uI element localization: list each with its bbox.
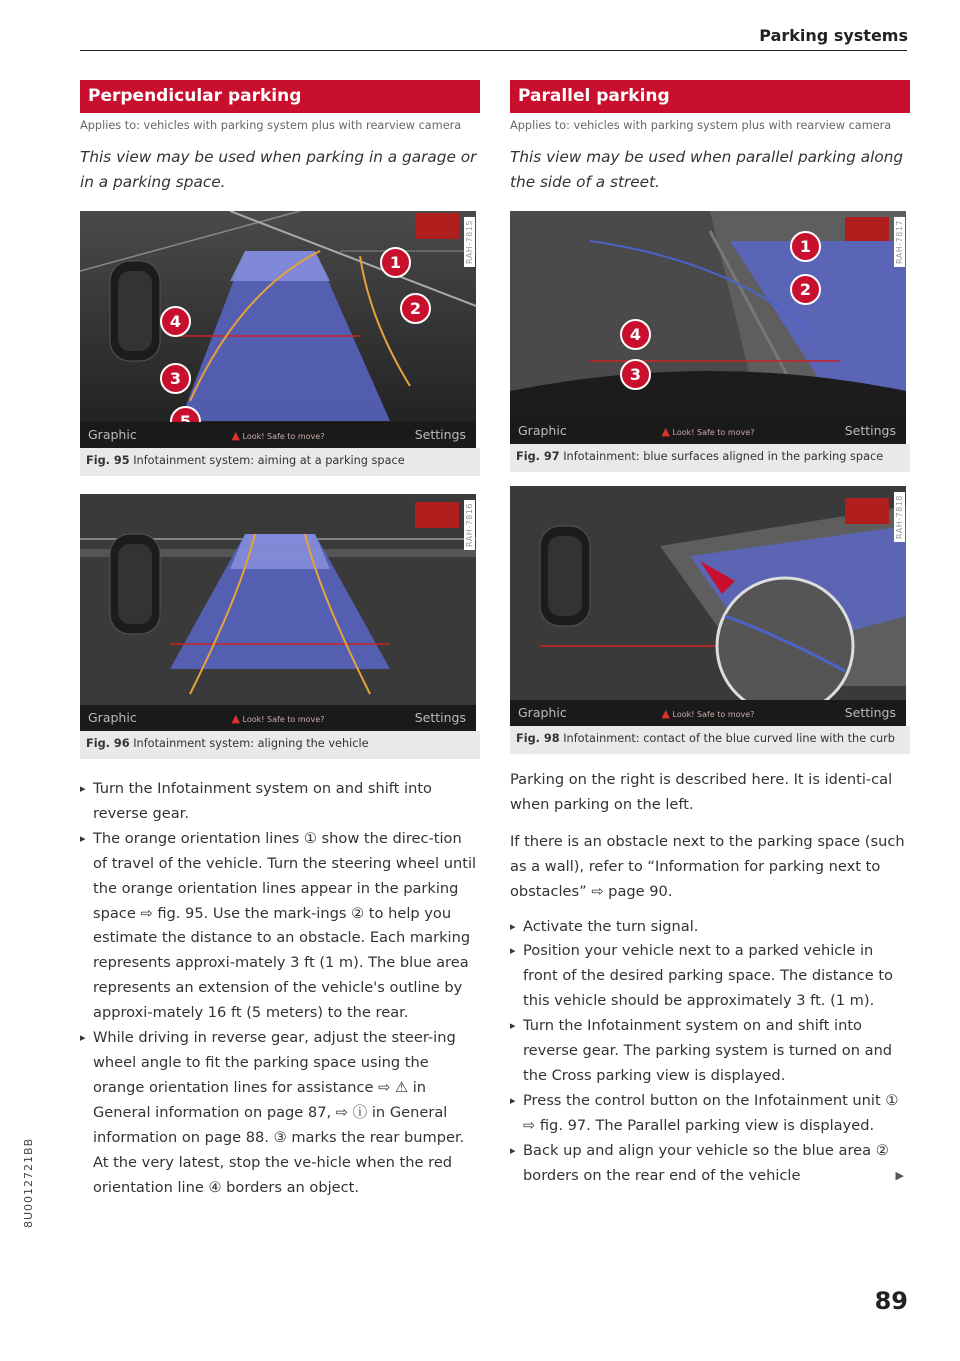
intro-text: This view may be used when parallel parking along the side of a street.: [510, 148, 904, 191]
screenshot-fig96: [80, 494, 476, 731]
list-item: ▸ Turn the Infotainment system on and shift into reverse gear.: [80, 777, 480, 827]
right-column: [510, 80, 910, 1189]
figure-96: [80, 494, 480, 759]
instruction-list: [510, 915, 910, 1189]
screen-status-bar: [510, 418, 906, 444]
graphic-label: Graphic: [518, 705, 567, 720]
list-item: ▸ While driving in reverse gear, adjust the steer-ing wheel angle to fit the parking space using the orange orientation lines for assistance ⇨ ⚠ in General information on page 87, ⇨ ⓘ in General information on page 88. ③ marks the rear bumper. At the very latest, stop the ve-hicle when the red orientation line ④ borders an object.: [80, 1026, 480, 1200]
warning-icon: ▲: [661, 425, 670, 438]
warning-icon: ▲: [231, 429, 240, 442]
graphic-label: Graphic: [88, 427, 137, 442]
applies-note: Applies to: vehicles with parking system plus with rearview camera: [510, 119, 892, 132]
screenshot-fig97: [510, 211, 906, 444]
paragraph: Parking on the right is described here. It is identi-cal when parking on the left.: [510, 771, 893, 813]
section-title-perpendicular: Perpendicular parking: [80, 80, 480, 113]
callout-4: 4: [620, 319, 651, 350]
callout-3: 3: [160, 363, 191, 394]
callout-1: 1: [380, 247, 411, 278]
list-item: ▸ Activate the turn signal.: [510, 915, 910, 940]
header-rule: [80, 50, 907, 51]
page-number: 89: [874, 1287, 908, 1315]
screen-status-bar: [80, 705, 476, 731]
running-head: Parking systems: [759, 26, 908, 45]
intro-text: This view may be used when parking in a garage or in a parking space.: [80, 148, 477, 191]
caption-fig98: Fig. 98 Infotainment: contact of the blue curved line with the curb: [510, 726, 910, 754]
screenshot-fig95: [80, 211, 476, 448]
caption-fig96: Fig. 96 Infotainment system: aligning the vehicle: [80, 731, 480, 759]
caption-fig95: Fig. 95 Infotainment system: aiming at a parking space: [80, 448, 480, 476]
instruction-list: [80, 777, 480, 1200]
figure-code: RAH-7816: [464, 500, 475, 550]
list-item: ▸ The orange orientation lines ① show the direc-tion of travel of the vehicle. Turn the steering wheel until the orange orientation lines appear in the parking space ⇨ fig. 95. Use the mark-ings ② to help you estimate the distance to an obstacle. Each marking represents approxi-mately 3 ft (1 m). The blue area represents an extension of the vehicle's outline by approxi-mately 16 ft (5 meters) to the rear.: [80, 827, 480, 1026]
screen-status-bar: [510, 700, 906, 726]
settings-label: Settings: [844, 705, 896, 720]
caption-fig97: Fig. 97 Infotainment: blue surfaces aligned in the parking space: [510, 444, 910, 472]
figure-97: [510, 211, 910, 472]
section-title-parallel: Parallel parking: [510, 80, 910, 113]
figure-code: RAH-7818: [894, 492, 905, 542]
graphic-label: Graphic: [88, 710, 137, 725]
continue-arrow-icon: ▶: [895, 1168, 904, 1182]
list-item: ▸ Press the control button on the Infotainment unit ① ⇨ fig. 97. The Parallel parking view is displayed.: [510, 1089, 910, 1139]
callout-4: 4: [160, 306, 191, 337]
callout-2: 2: [790, 274, 821, 305]
paragraph: If there is an obstacle next to the parking space (such as a wall), refer to “Information for parking next to obstacles” ⇨ page 90.: [510, 832, 905, 900]
callout-1: 1: [790, 231, 821, 262]
figure-98: [510, 486, 910, 754]
warning-label: ▲ Look! Safe to move?: [661, 707, 755, 720]
warning-icon: ▲: [231, 712, 240, 725]
left-column: [80, 80, 480, 1200]
graphic-label: Graphic: [518, 423, 567, 438]
warning-label: ▲ Look! Safe to move?: [231, 429, 325, 442]
figure-code: RAH-7817: [894, 217, 905, 267]
document-code: 8U0012721BB: [22, 1137, 35, 1228]
applies-note: Applies to: vehicles with parking system plus with rearview camera: [80, 119, 462, 132]
callout-3: 3: [620, 359, 651, 390]
settings-label: Settings: [414, 427, 466, 442]
screen-status-bar: [80, 422, 476, 448]
figure-code: RAH-7815: [464, 217, 475, 267]
list-item: ▸ Position your vehicle next to a parked vehicle in front of the desired parking space. The distance to this vehicle should be approximately 3 ft. (1 m).: [510, 939, 910, 1014]
settings-label: Settings: [414, 710, 466, 725]
warning-label: ▲ Look! Safe to move?: [661, 425, 755, 438]
warning-label: ▲ Look! Safe to move?: [231, 712, 325, 725]
settings-label: Settings: [844, 423, 896, 438]
list-item: ▸ Back up and align your vehicle so the blue area ② borders on the rear end of the vehicle ▶: [510, 1139, 910, 1189]
list-item: ▸ Turn the Infotainment system on and shift into reverse gear. The parking system is turned on and the Cross parking view is displayed.: [510, 1014, 910, 1089]
figure-95: [80, 211, 480, 476]
callout-2: 2: [400, 293, 431, 324]
warning-icon: ▲: [661, 707, 670, 720]
screenshot-fig98: [510, 486, 906, 726]
